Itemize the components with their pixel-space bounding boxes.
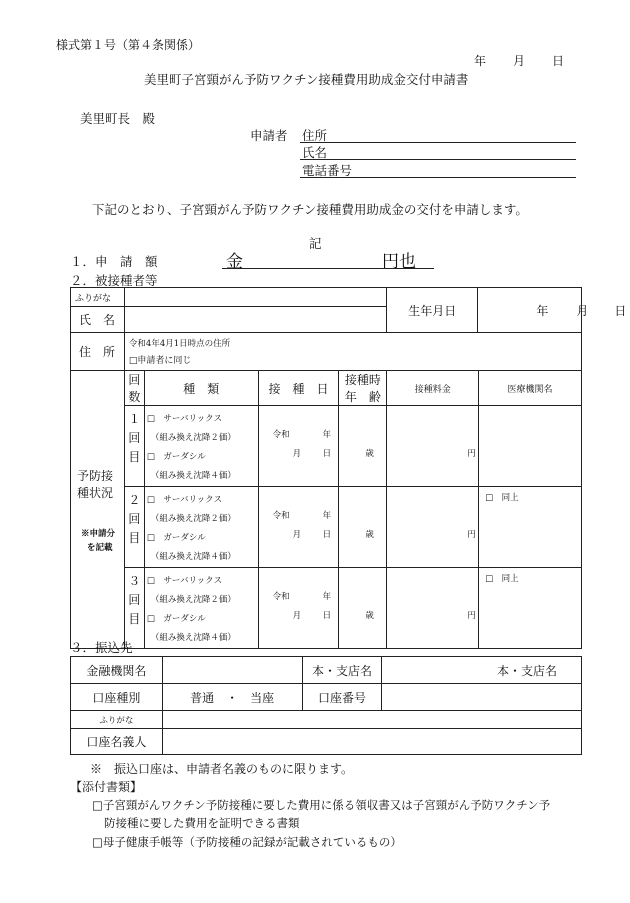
cervarix-note: （組み換え沈降２価）: [150, 595, 236, 605]
age-field[interactable]: [339, 487, 387, 568]
header-age: [339, 371, 387, 406]
status-label-line2: 種状況: [77, 485, 114, 500]
note-line1: ※申請分: [81, 528, 116, 539]
dose-me: 目: [128, 612, 141, 626]
birth-day: 日: [614, 304, 627, 318]
gardasil-note: （組み換え沈降４価）: [150, 633, 236, 643]
note-line2: を記載: [87, 542, 113, 553]
age-field[interactable]: [339, 406, 387, 487]
section3-label: ３．振込先: [70, 640, 133, 655]
dose-row: [71, 487, 582, 568]
age-field[interactable]: [339, 568, 387, 649]
cervarix-checkbox[interactable]: □ サーバリックス: [146, 414, 223, 424]
furigana-field[interactable]: [124, 288, 386, 307]
account-holder-field[interactable]: [162, 729, 581, 755]
bank-name-field[interactable]: [162, 657, 302, 684]
gardasil-checkbox[interactable]: □ ガーダシル: [146, 614, 206, 624]
date-year: 年: [474, 54, 487, 68]
addressee: 美里町長 殿: [80, 111, 156, 126]
fee-unit: 円: [467, 611, 476, 621]
cervarix-checkbox[interactable]: □ サーバリックス: [146, 576, 223, 586]
gardasil-checkbox[interactable]: □ ガーダシル: [146, 533, 206, 543]
header-age-1: 接種時: [344, 373, 381, 387]
bank-table: [70, 656, 582, 755]
dose-kai: 回: [128, 431, 141, 445]
name-field[interactable]: [124, 307, 386, 333]
same-as-applicant-checkbox[interactable]: □申請者に同じ: [128, 356, 192, 366]
month-label: 月: [292, 530, 302, 540]
bank-name-label: 金融機関名: [71, 657, 163, 684]
applicant-address-label: 住所: [302, 128, 328, 143]
address-field[interactable]: [124, 333, 581, 371]
name-underline: [300, 159, 576, 160]
dose-kai: 回: [128, 593, 141, 607]
account-type-label: 口座種別: [71, 684, 163, 711]
year-label: 年: [322, 430, 332, 440]
furigana-label: ふりがな: [71, 288, 125, 307]
reiwa-label: 令和: [272, 430, 290, 440]
fee-field[interactable]: [387, 568, 479, 649]
date-day: 日: [552, 54, 565, 68]
header-fee: 接種料金: [387, 371, 479, 406]
dose-row: [71, 568, 582, 649]
dose-num: １: [128, 412, 141, 426]
account-type-options[interactable]: 普通 ・ 当座: [162, 684, 302, 711]
day-label: 日: [322, 611, 332, 621]
clinic-same-checkbox[interactable]: □ 同上: [479, 487, 582, 568]
attachment-receipt-cont: 防接種に要した費用を証明できる書類: [104, 816, 300, 830]
dose-me: 目: [128, 531, 141, 545]
day-label: 日: [322, 449, 332, 459]
vaccination-date-field[interactable]: [258, 487, 339, 568]
gardasil-note: （組み換え沈降４価）: [150, 471, 236, 481]
phone-underline: [300, 177, 576, 178]
dose-me: 目: [128, 450, 141, 464]
dose-number: [124, 487, 144, 568]
dose-kai: 回: [128, 512, 141, 526]
address-label: 住 所: [71, 333, 125, 371]
clinic-same-checkbox[interactable]: □ 同上: [479, 568, 582, 649]
address-note: 令和4年4月1日時点の住所: [128, 339, 231, 349]
birth-month: 月: [576, 304, 589, 318]
month-label: 月: [292, 611, 302, 621]
year-label: 年: [322, 592, 332, 602]
attachment-handbook: □母子健康手帳等（予防接種の記録が記載されているもの）: [92, 835, 402, 849]
header-type: 種 類: [144, 371, 258, 406]
month-label: 月: [292, 449, 302, 459]
applicant-label: 申請者: [250, 128, 288, 143]
dose-number: [124, 406, 144, 487]
applicant-name-label: 氏名: [302, 145, 328, 160]
dose-num: ２: [128, 493, 141, 507]
holder-furigana-field[interactable]: [162, 711, 581, 729]
clinic-field[interactable]: [479, 406, 582, 487]
cervarix-note: （組み換え沈降２価）: [150, 433, 236, 443]
attachment-receipt: □子宮頸がんワクチン予防接種に要した費用に係る領収書又は子宮頸がん予防ワクチン予: [92, 798, 551, 812]
vaccine-type-cell: [144, 568, 258, 649]
reiwa-label: 令和: [272, 592, 290, 602]
header-age-2: 年 齢: [344, 390, 381, 404]
fee-unit: 円: [467, 449, 476, 459]
header-count: [124, 371, 144, 406]
header-date: 接 種 日: [258, 371, 339, 406]
dose-num: ３: [128, 574, 141, 588]
intro-text: 下記のとおり、子宮頸がん予防ワクチン接種費用助成金の交付を申請します。: [92, 202, 528, 217]
vaccine-type-cell: [144, 406, 258, 487]
status-label-line1: 予防接: [77, 468, 114, 483]
branch-field[interactable]: 本・支店名: [382, 657, 582, 684]
ki-mark: 記: [309, 236, 322, 251]
fee-unit: 円: [467, 530, 476, 540]
reiwa-label: 令和: [272, 511, 290, 521]
amount-yen: 円也: [382, 252, 416, 272]
vaccine-type-cell: [144, 487, 258, 568]
account-number-label: 口座番号: [302, 684, 382, 711]
amount-underline: [222, 268, 434, 269]
bank-note: ※ 振込口座は、申請者名義のものに限ります。: [90, 762, 354, 776]
header-count-1: 回: [128, 373, 141, 387]
year-label: 年: [322, 511, 332, 521]
address-underline: [300, 142, 576, 143]
fee-field[interactable]: [387, 406, 479, 487]
vaccination-date-field[interactable]: [258, 568, 339, 649]
header-clinic: 医療機関名: [479, 371, 582, 406]
cervarix-note: （組み換え沈降２価）: [150, 514, 236, 524]
recipient-table: [70, 287, 627, 649]
birth-year: 年: [536, 304, 549, 318]
age-unit: 歳: [365, 530, 374, 540]
vaccination-status-label: [71, 371, 125, 649]
dose-row: [71, 406, 582, 487]
fee-field[interactable]: [387, 487, 479, 568]
cervarix-checkbox[interactable]: □ サーバリックス: [146, 495, 223, 505]
birth-cell: [387, 288, 627, 333]
account-holder-label: 口座名義人: [71, 729, 163, 755]
name-label: 氏 名: [71, 307, 125, 333]
form-number: 様式第１号（第４条関係）: [56, 38, 201, 52]
age-unit: 歳: [365, 611, 374, 621]
dose-number: [124, 568, 144, 649]
section2-label: ２．被接種者等: [70, 273, 158, 288]
birth-field[interactable]: [478, 288, 627, 332]
header-count-2: 数: [128, 390, 141, 404]
gardasil-note: （組み換え沈降４価）: [150, 552, 236, 562]
account-number-field[interactable]: [382, 684, 582, 711]
gardasil-checkbox[interactable]: □ ガーダシル: [146, 452, 206, 462]
applicant-phone-label: 電話番号: [302, 163, 353, 178]
amount-kin: 金: [226, 252, 243, 272]
day-label: 日: [322, 530, 332, 540]
holder-furigana-label: ふりがな: [71, 711, 163, 729]
branch-label: 本・支店名: [302, 657, 382, 684]
birth-label: 生年月日: [387, 288, 478, 332]
vaccination-date-field[interactable]: [258, 406, 339, 487]
document-title: 美里町子宮頸がん予防ワクチン接種費用助成金交付申請書: [144, 72, 469, 87]
section1-label: １．申 請 額: [70, 254, 158, 269]
date-month: 月: [513, 54, 526, 68]
attachments-label: 【添付書類】: [70, 780, 143, 794]
age-unit: 歳: [365, 449, 374, 459]
